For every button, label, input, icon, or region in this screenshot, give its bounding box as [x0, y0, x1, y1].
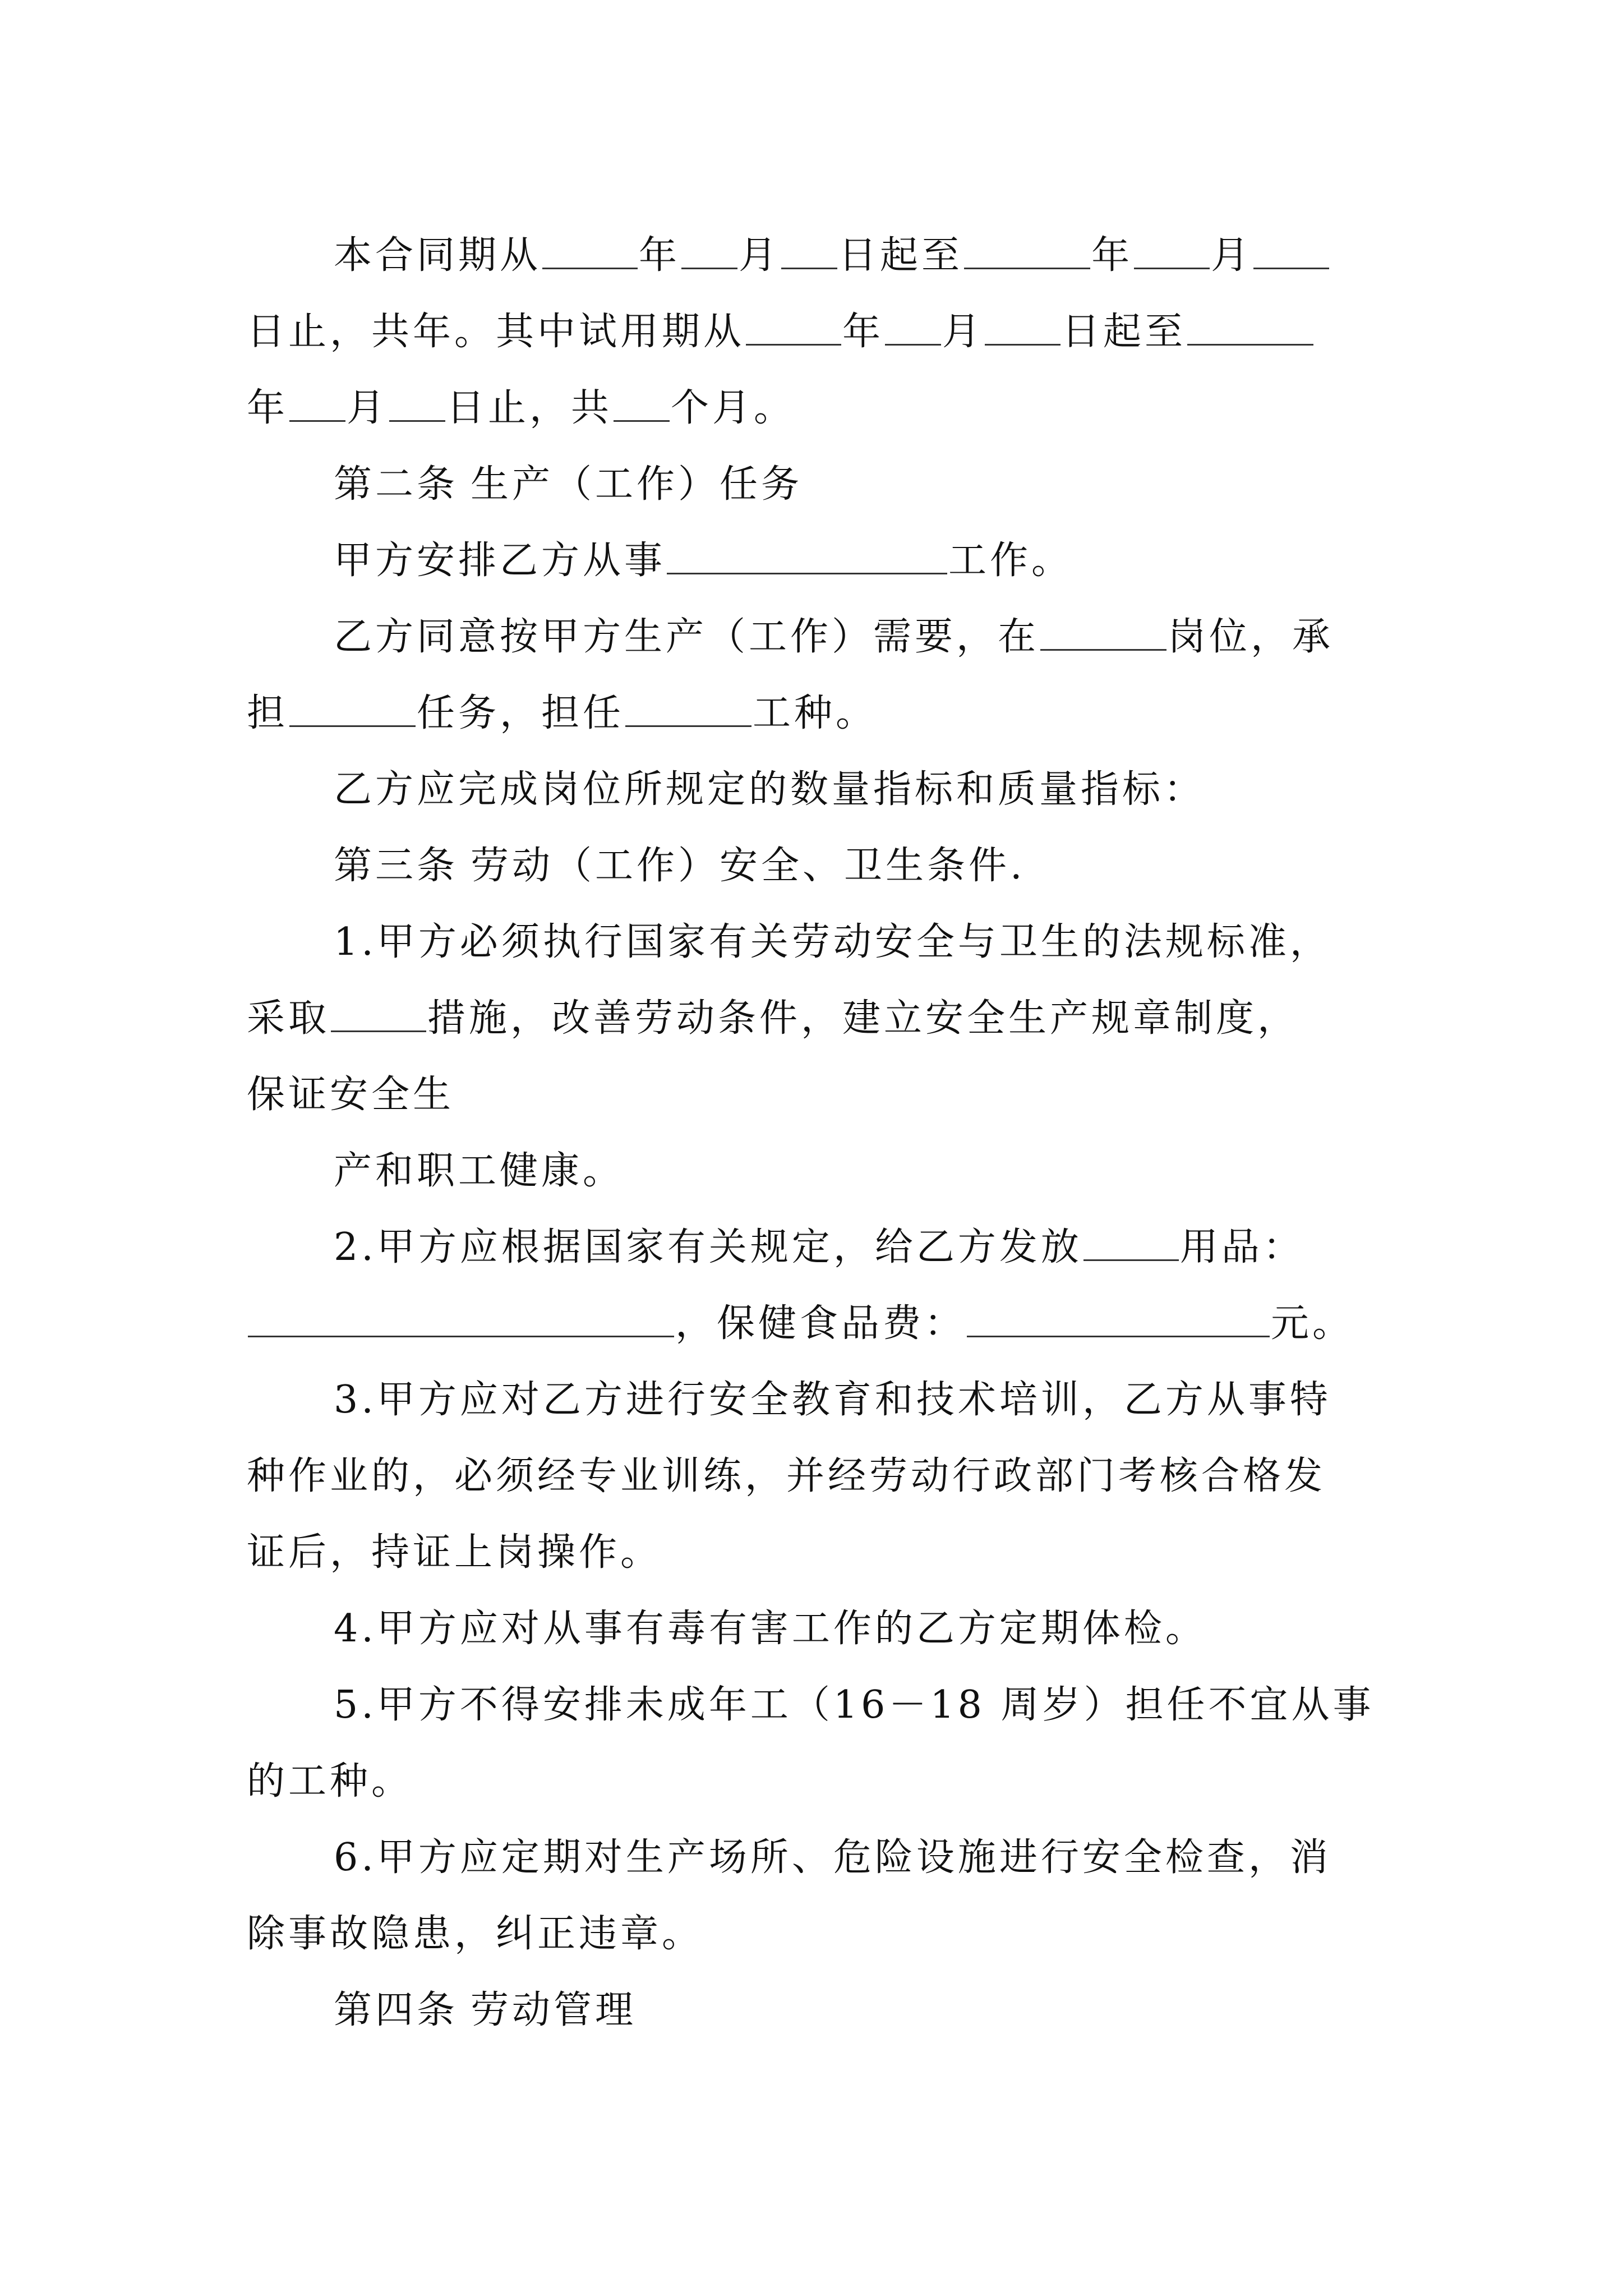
article-3-item-6-line-1	[247, 1820, 1402, 1896]
term-line-3	[247, 370, 1402, 447]
text: 年	[247, 386, 289, 430]
article-3-item-5-line-2	[247, 1743, 1402, 1820]
article-2-quota	[247, 752, 1402, 828]
text: 用品：	[1179, 1225, 1304, 1269]
article-3-item-2-line-1	[247, 1209, 1402, 1286]
blank-field	[746, 310, 841, 346]
article-3-title	[247, 828, 1402, 904]
text: 保证安全生	[247, 1073, 455, 1117]
text: 措施，改善劳动条件，建立安全生产规章制度，	[427, 996, 1299, 1041]
article-3-item-2-line-2	[247, 1286, 1402, 1362]
text: 种作业的，必须经专业训练，并经劳动行政部门考核合格发	[247, 1454, 1326, 1498]
text: 日起至	[838, 233, 963, 278]
text: 元。	[1271, 1301, 1354, 1346]
text: 甲方安排乙方从事	[334, 539, 666, 583]
article-3-item-1-line-3	[247, 1057, 1402, 1133]
contract-body	[247, 218, 1402, 2049]
text: ，保健食品费：	[675, 1301, 966, 1346]
text: 乙方应完成岗位所规定的数量指标和质量指标：	[334, 767, 1206, 812]
text: 月	[347, 386, 389, 430]
text: 工种。	[753, 691, 878, 735]
text: 2.甲方应根据国家有关规定，给乙方发放	[334, 1225, 1082, 1269]
blank-field	[1040, 615, 1166, 651]
text: 岗位，承	[1168, 615, 1334, 659]
text: 工作。	[948, 539, 1073, 583]
text: 日起至	[1062, 310, 1187, 354]
blank-field	[289, 386, 345, 422]
blank-field	[985, 310, 1061, 346]
text: 日止，共年。其中试用期从	[247, 310, 745, 354]
text: 乙方同意按甲方生产（工作）需要，在	[334, 615, 1040, 659]
text: 月	[942, 310, 984, 354]
article-3-item-1-line-1	[247, 904, 1402, 981]
text: 担	[247, 691, 289, 735]
blank-field	[667, 539, 947, 574]
term-line-2	[247, 294, 1402, 370]
blank-field	[289, 692, 416, 727]
article-3-item-1-line-4	[247, 1133, 1402, 1209]
article-2-task	[247, 523, 1402, 599]
text: 产和职工健康。	[334, 1149, 625, 1193]
blank-field	[1134, 234, 1210, 269]
text: 任务，担任	[417, 691, 625, 735]
text: 日止，共	[446, 386, 613, 430]
article-3-item-3-line-1	[247, 1362, 1402, 1438]
article-heading: 劳动（工作）安全、卫生条件.	[471, 844, 1026, 888]
article-number: 第四条	[334, 1988, 459, 2032]
text: 3.甲方应对乙方进行安全教育和技术培训，乙方从事特	[334, 1378, 1331, 1422]
text: 5.甲方不得安排未成年工（16－18 周岁）担任不宜从事	[334, 1683, 1375, 1727]
text: 的工种。	[247, 1759, 413, 1803]
text: 1.甲方必须执行国家有关劳动安全与卫生的法规标准，	[334, 920, 1331, 964]
article-3-item-5-line-1	[247, 1667, 1402, 1743]
text: 月	[739, 233, 781, 278]
article-4-title	[247, 1972, 1402, 2049]
article-3-item-6-line-2	[247, 1896, 1402, 1972]
text: 个月。	[671, 386, 796, 430]
article-3-item-3-line-3	[247, 1515, 1402, 1591]
blank-field	[614, 386, 670, 422]
text: 月	[1211, 233, 1253, 278]
blank-field	[625, 692, 751, 727]
blank-field	[885, 310, 941, 346]
article-2-post-line-2	[247, 675, 1402, 752]
blank-field	[1083, 1226, 1179, 1261]
term-line-1	[247, 218, 1402, 294]
article-number: 第二条	[334, 462, 459, 507]
blank-field	[389, 386, 445, 422]
blank-field	[967, 1302, 1270, 1337]
text: 6.甲方应定期对生产场所、危险设施进行安全检查，消	[334, 1835, 1331, 1880]
text: 4.甲方应对从事有毒有害工作的乙方定期体检。	[334, 1607, 1207, 1651]
blank-field	[542, 234, 638, 269]
article-3-item-3-line-2	[247, 1438, 1402, 1515]
blank-field	[781, 234, 837, 269]
text: 采取	[247, 996, 330, 1041]
article-2-post-line-1	[247, 599, 1402, 675]
text: 除事故隐患，纠正违章。	[247, 1912, 704, 1956]
text: 年	[639, 233, 681, 278]
text: 年	[1091, 233, 1133, 278]
text: 证后，持证上岗操作。	[247, 1530, 662, 1575]
article-3-item-4	[247, 1591, 1402, 1667]
article-2-title	[247, 447, 1402, 523]
blank-field	[1187, 310, 1313, 346]
text: 年	[842, 310, 884, 354]
text: 本合同期从	[334, 233, 542, 278]
article-heading: 劳动管理	[471, 1988, 637, 2032]
article-3-item-1-line-2	[247, 981, 1402, 1057]
blank-field	[1253, 234, 1329, 269]
blank-field	[681, 234, 737, 269]
article-number: 第三条	[334, 844, 459, 888]
article-heading: 生产（工作）任务	[471, 462, 803, 507]
blank-field	[964, 234, 1090, 269]
blank-field	[248, 1302, 674, 1337]
blank-field	[331, 997, 426, 1032]
